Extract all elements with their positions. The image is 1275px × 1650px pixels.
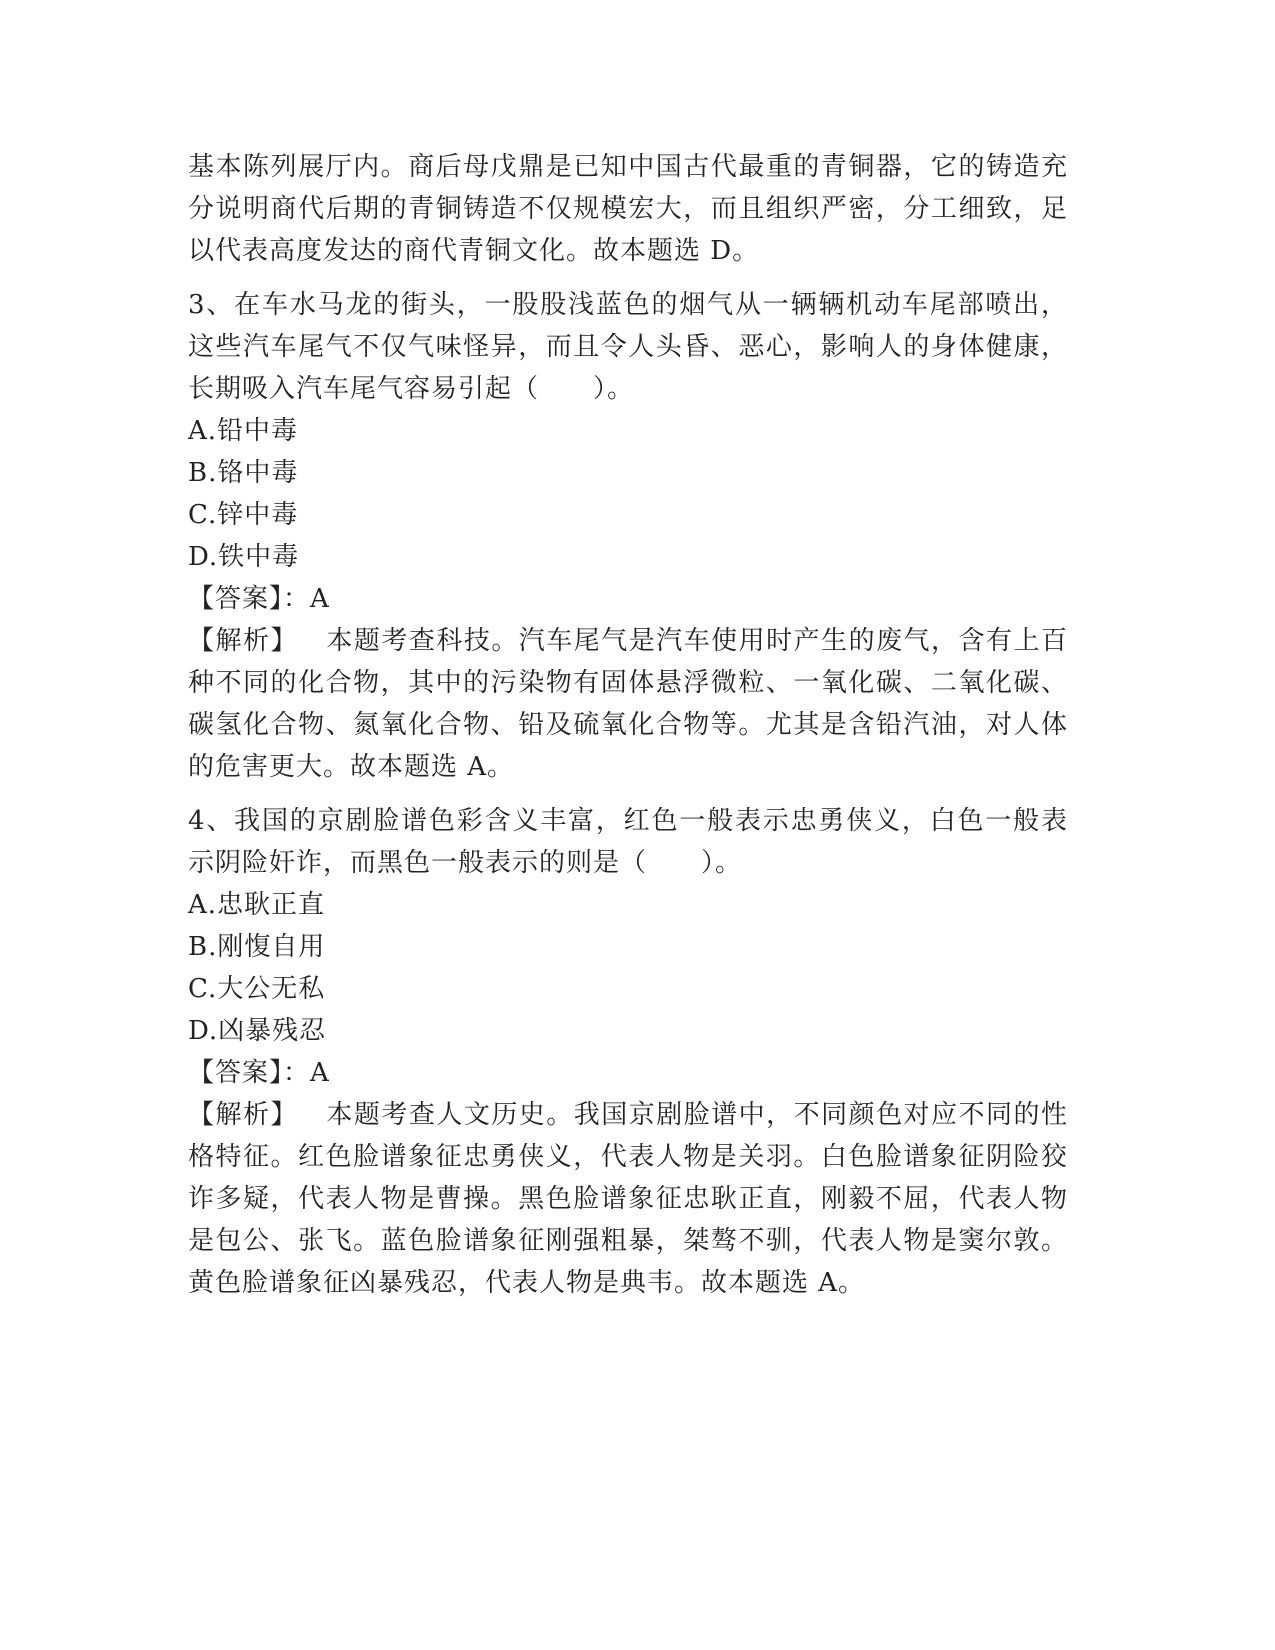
answer-value: A: [310, 584, 330, 614]
option-b: B.刚愎自用: [188, 932, 326, 962]
analysis-text: 本题考查科技。汽车尾气是汽车使用时产生的废气，含有上百种不同的化合物，其中的污染物有固体悬浮微粒、一氧化碳、二氧化碳、碳氢化合物、氮氧化合物、铅及硫氧化合物等。尤其是含铅汽油，对人体的危害更大。故本题选 A。: [188, 626, 1068, 782]
analysis-text: 本题考查人文历史。我国京剧脸谱中，不同颜色对应不同的性格特征。红色脸谱象征忠勇侠义，代表人物是关羽。白色脸谱象征阴险狡诈多疑，代表人物是曹操。黑色脸谱象征忠耿正直，刚毅不屈，代表人物是包公、张飞。蓝色脸谱象征刚强粗暴，桀骜不驯，代表人物是窦尔敦。黄色脸谱象征凶暴残忍，代表人物是典韦。故本题选 A。: [188, 1100, 1068, 1298]
question-3: [188, 284, 1068, 788]
analysis-label: 【解析】: [188, 1100, 298, 1130]
option-c: C.锌中毒: [188, 500, 299, 530]
question-stem: 4、我国的京剧脸谱色彩含义丰富，红色一般表示忠勇侠义，白色一般表示阴险奸诈，而黑色一般表示的则是（ ）。: [188, 806, 1068, 878]
previous-analysis-continuation: 基本陈列展厅内。商后母戊鼎是已知中国古代最重的青铜器，它的铸造充分说明商代后期的青铜铸造不仅规模宏大，而且组织严密，分工细致，足以代表高度发达的商代青铜文化。故本题选 D。: [188, 152, 1068, 266]
option-a: A.铅中毒: [188, 416, 299, 446]
option-a: A.忠耿正直: [188, 890, 326, 920]
answer-value: A: [310, 1058, 330, 1088]
answer-line: [188, 1052, 1068, 1094]
option-d: D.凶暴残忍: [188, 1016, 327, 1046]
option-d: D.铁中毒: [188, 542, 300, 572]
analysis-block: [188, 1094, 1068, 1304]
answer-label: 【答案】：: [188, 1058, 311, 1088]
question-4: [188, 800, 1068, 1304]
section-gap: [188, 788, 1068, 800]
document-content: [188, 146, 1068, 1304]
answer-label: 【答案】：: [188, 584, 311, 614]
analysis-label: 【解析】: [188, 626, 298, 656]
option-c: C.大公无私: [188, 974, 326, 1004]
question-stem: 3、在车水马龙的街头，一股股浅蓝色的烟气从一辆辆机动车尾部喷出，这些汽车尾气不仅气味怪异，而且令人头昏、恶心，影响人的身体健康，长期吸入汽车尾气容易引起（ ）。: [188, 290, 1068, 404]
option-b: B.铬中毒: [188, 458, 299, 488]
section-gap: [188, 272, 1068, 284]
analysis-block: [188, 620, 1068, 788]
answer-line: [188, 578, 1068, 620]
